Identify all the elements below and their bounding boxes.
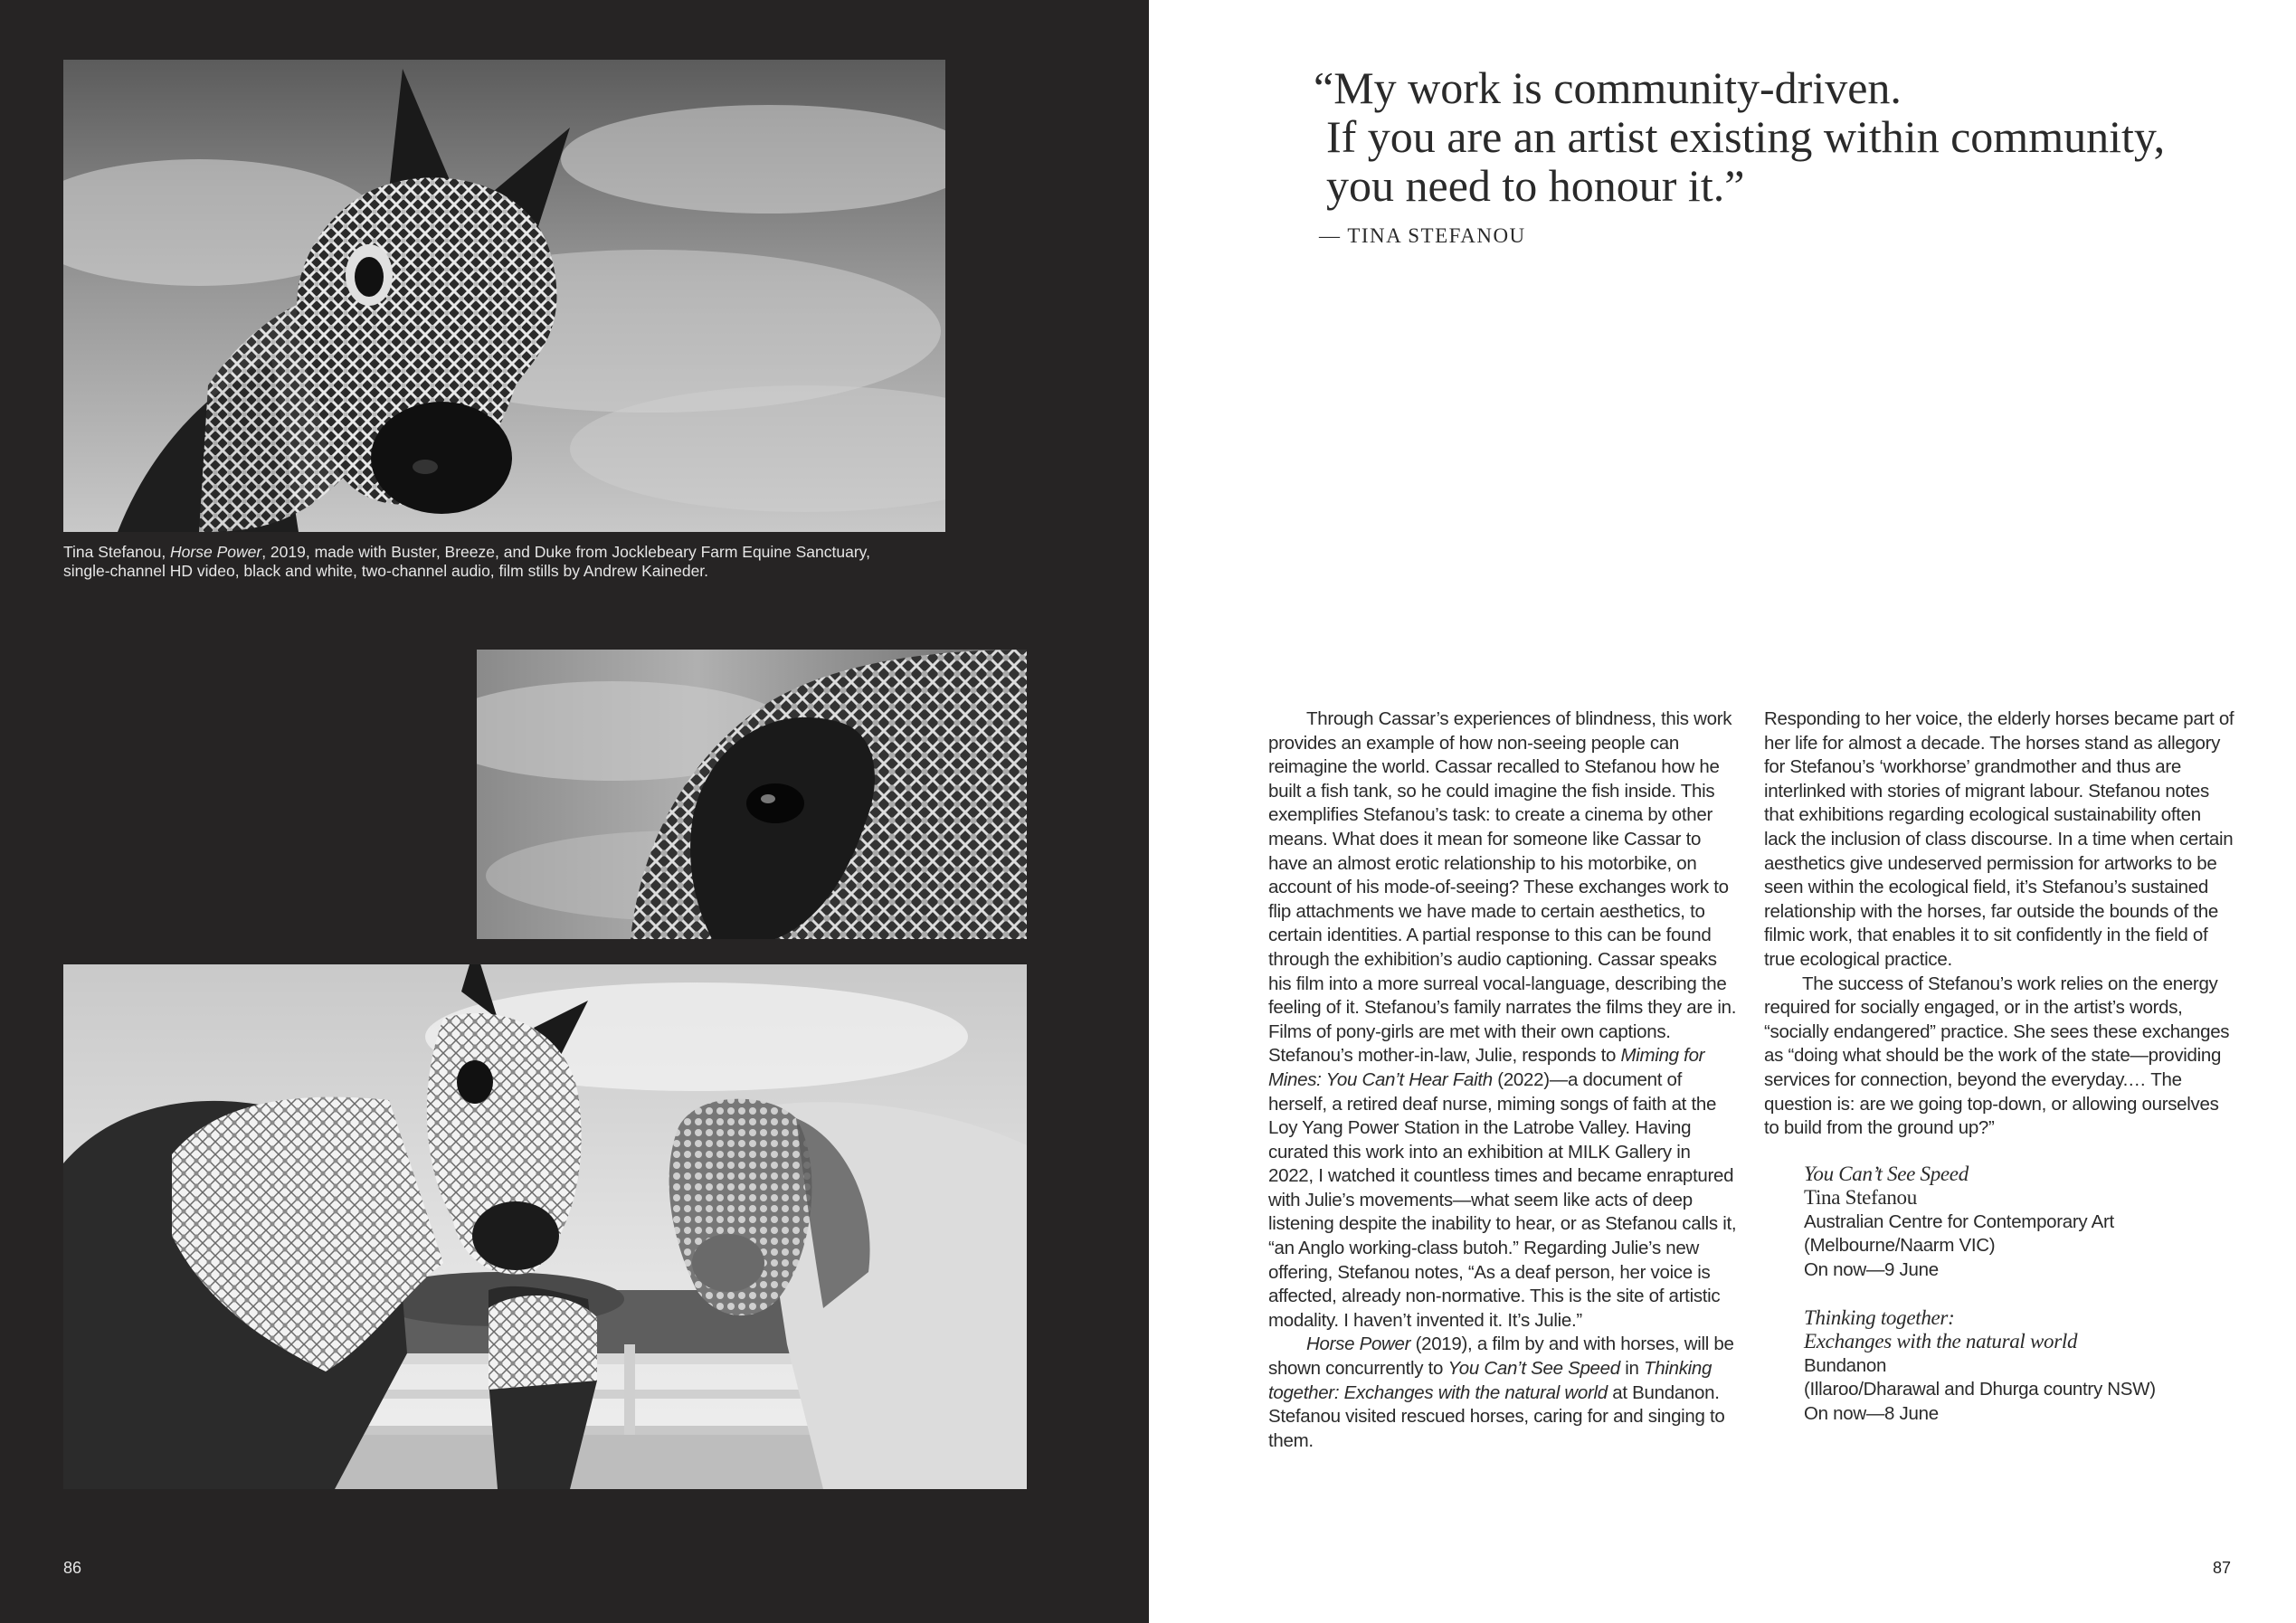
- listing-1-dates: On now—9 June: [1804, 1259, 1939, 1281]
- quote-line-1: “My work is community-driven.: [1314, 62, 1902, 113]
- col1-p2-em1: Horse Power: [1306, 1334, 1411, 1355]
- col1-p2-a: (2019), a film by and with horses, will be shown concurrently to: [1268, 1334, 1734, 1380]
- listing-1-location: (Melbourne/Naarm VIC): [1804, 1235, 1996, 1257]
- caption-line1: , 2019, made with Buster, Breeze, and Duke from Jocklebeary Farm Equine Sanctuary,: [261, 543, 870, 561]
- caption-line2: single-channel HD video, black and white, two-channel audio, film stills by Andrew Kaineder.: [63, 562, 709, 580]
- page-number-right: 87: [2213, 1559, 2232, 1577]
- page-number-left: 86: [63, 1559, 82, 1577]
- exhibition-listing-2: [1804, 1306, 2234, 1427]
- horse-eye-photo: [477, 650, 1027, 939]
- listing-1-venue: Australian Centre for Contemporary Art: [1804, 1210, 2114, 1232]
- listing-1-artist: Tina Stefanou: [1804, 1186, 1917, 1210]
- photo-caption: [63, 543, 950, 581]
- listing-2-location: (Illaroo/Dharawal and Dhurga country NSW): [1804, 1379, 2156, 1400]
- col1-p2-b: in: [1619, 1358, 1645, 1380]
- listing-2-dates: On now—8 June: [1804, 1403, 1939, 1425]
- masked-horses-photo: [63, 964, 1027, 1489]
- quote-line-3: you need to honour it.”: [1326, 160, 1745, 211]
- pull-quote: [1314, 63, 2254, 210]
- caption-pre: Tina Stefanou,: [63, 543, 171, 561]
- exhibition-listing-1: [1804, 1163, 2234, 1283]
- col2-paragraph-1: Responding to her voice, the elderly horses became part of her life for almost a decade. The horses stand as allegory for Stefanou’s ‘workhorse’ grandmother and thus are interlinked with stories of migrant labour. Stefanou notes that exhibitions regarding ecological sustainability often lack the inclusion of class discourse. In a time when certain aesthetics give undeserved permission for artworks to be seen within the ecological field, it’s Stefanou’s sustained relationship with the horses, far outside the bounds of the filmic work, that enables it to sit confidently in the field of true ecological practice.: [1764, 708, 2234, 970]
- col1-p1-em: Miming for Mines: You Can’t Hear Faith: [1268, 1045, 1705, 1090]
- col1-paragraph-2: [1268, 1333, 1739, 1453]
- listing-2-title-line-1: Thinking together:: [1804, 1305, 1955, 1329]
- quote-attribution: — TINA STEFANOU: [1319, 224, 1526, 247]
- col1-p1-text: Through Cassar’s experiences of blindness, this work provides an example of how non-seeing people can reimagine the world. Cassar recalled to Stefanou how he built a fish tank, so he could imagine the fish inside. This exemplifies Stefanou’s task: to create a cinema by other means. What does it mean for someone like Cassar to have an almost erotic relationship to his motorbike, on account of his mode-of-seeing? These exchanges work to flip attachments we have made to certain aesthetics, to certain identities. A partial response to this can be found through the exhibition’s audio captioning. Cassar speaks his film into a more surreal vocal-language, describing the feeling of it. Stefanou’s family narrates the films they are in. Films of pony-girls are met with their own captions. Stefanou’s mother-in-law, Julie, responds to: [1268, 708, 1737, 1067]
- col1-paragraph-1: [1268, 707, 1739, 1333]
- horse-closeup-photo: [63, 60, 945, 532]
- listing-1-title: You Can’t See Speed: [1804, 1162, 1969, 1185]
- col2-paragraph-2: The success of Stefanou’s work relies on the energy required for socially engaged, or in the artist’s words, “socially endangered” practice. She sees these exchanges as “doing what should be the work of the state—providing services for connection, beyond the everyday.… The question is: are we going top-down, or allowing ourselves to build from the ground up?”: [1764, 973, 2230, 1139]
- col1-p2-c: at Bundanon. Stefanou visited rescued horses, caring for and singing to them.: [1268, 1381, 1725, 1451]
- body-column-2: [1764, 707, 2234, 1427]
- col1-p1-post: (2022)—a document of herself, a retired deaf nurse, miming songs of faith at the Loy Yang Power Station in the Latrobe Valley. Having curated this work into an exhibition at MILK Gallery in 2022, I watched it countless times and became enraptured with Julie’s movements—what seem like acts of deep listening despite the inability to hear, or as Stefanou calls it, “an Anglo working-class butoh.” Regarding Julie’s new offering, Stefanou notes, “As a deaf person, her voice is affected, already non-normative. This is the site of artistic modality. I haven’t invented it. It’s Julie.”: [1268, 1068, 1737, 1331]
- body-column-1: [1268, 707, 1739, 1453]
- listing-2-title-line-2: Exchanges with the natural world: [1804, 1330, 2078, 1353]
- col1-p2-em2: You Can’t See Speed: [1447, 1358, 1620, 1380]
- col1-p2-em3: Thinking together: Exchanges with the natural world: [1268, 1358, 1713, 1403]
- caption-title: Horse Power: [170, 543, 262, 561]
- listing-2-venue: Bundanon: [1804, 1354, 1887, 1376]
- quote-line-2: If you are an artist existing within community,: [1326, 111, 2166, 162]
